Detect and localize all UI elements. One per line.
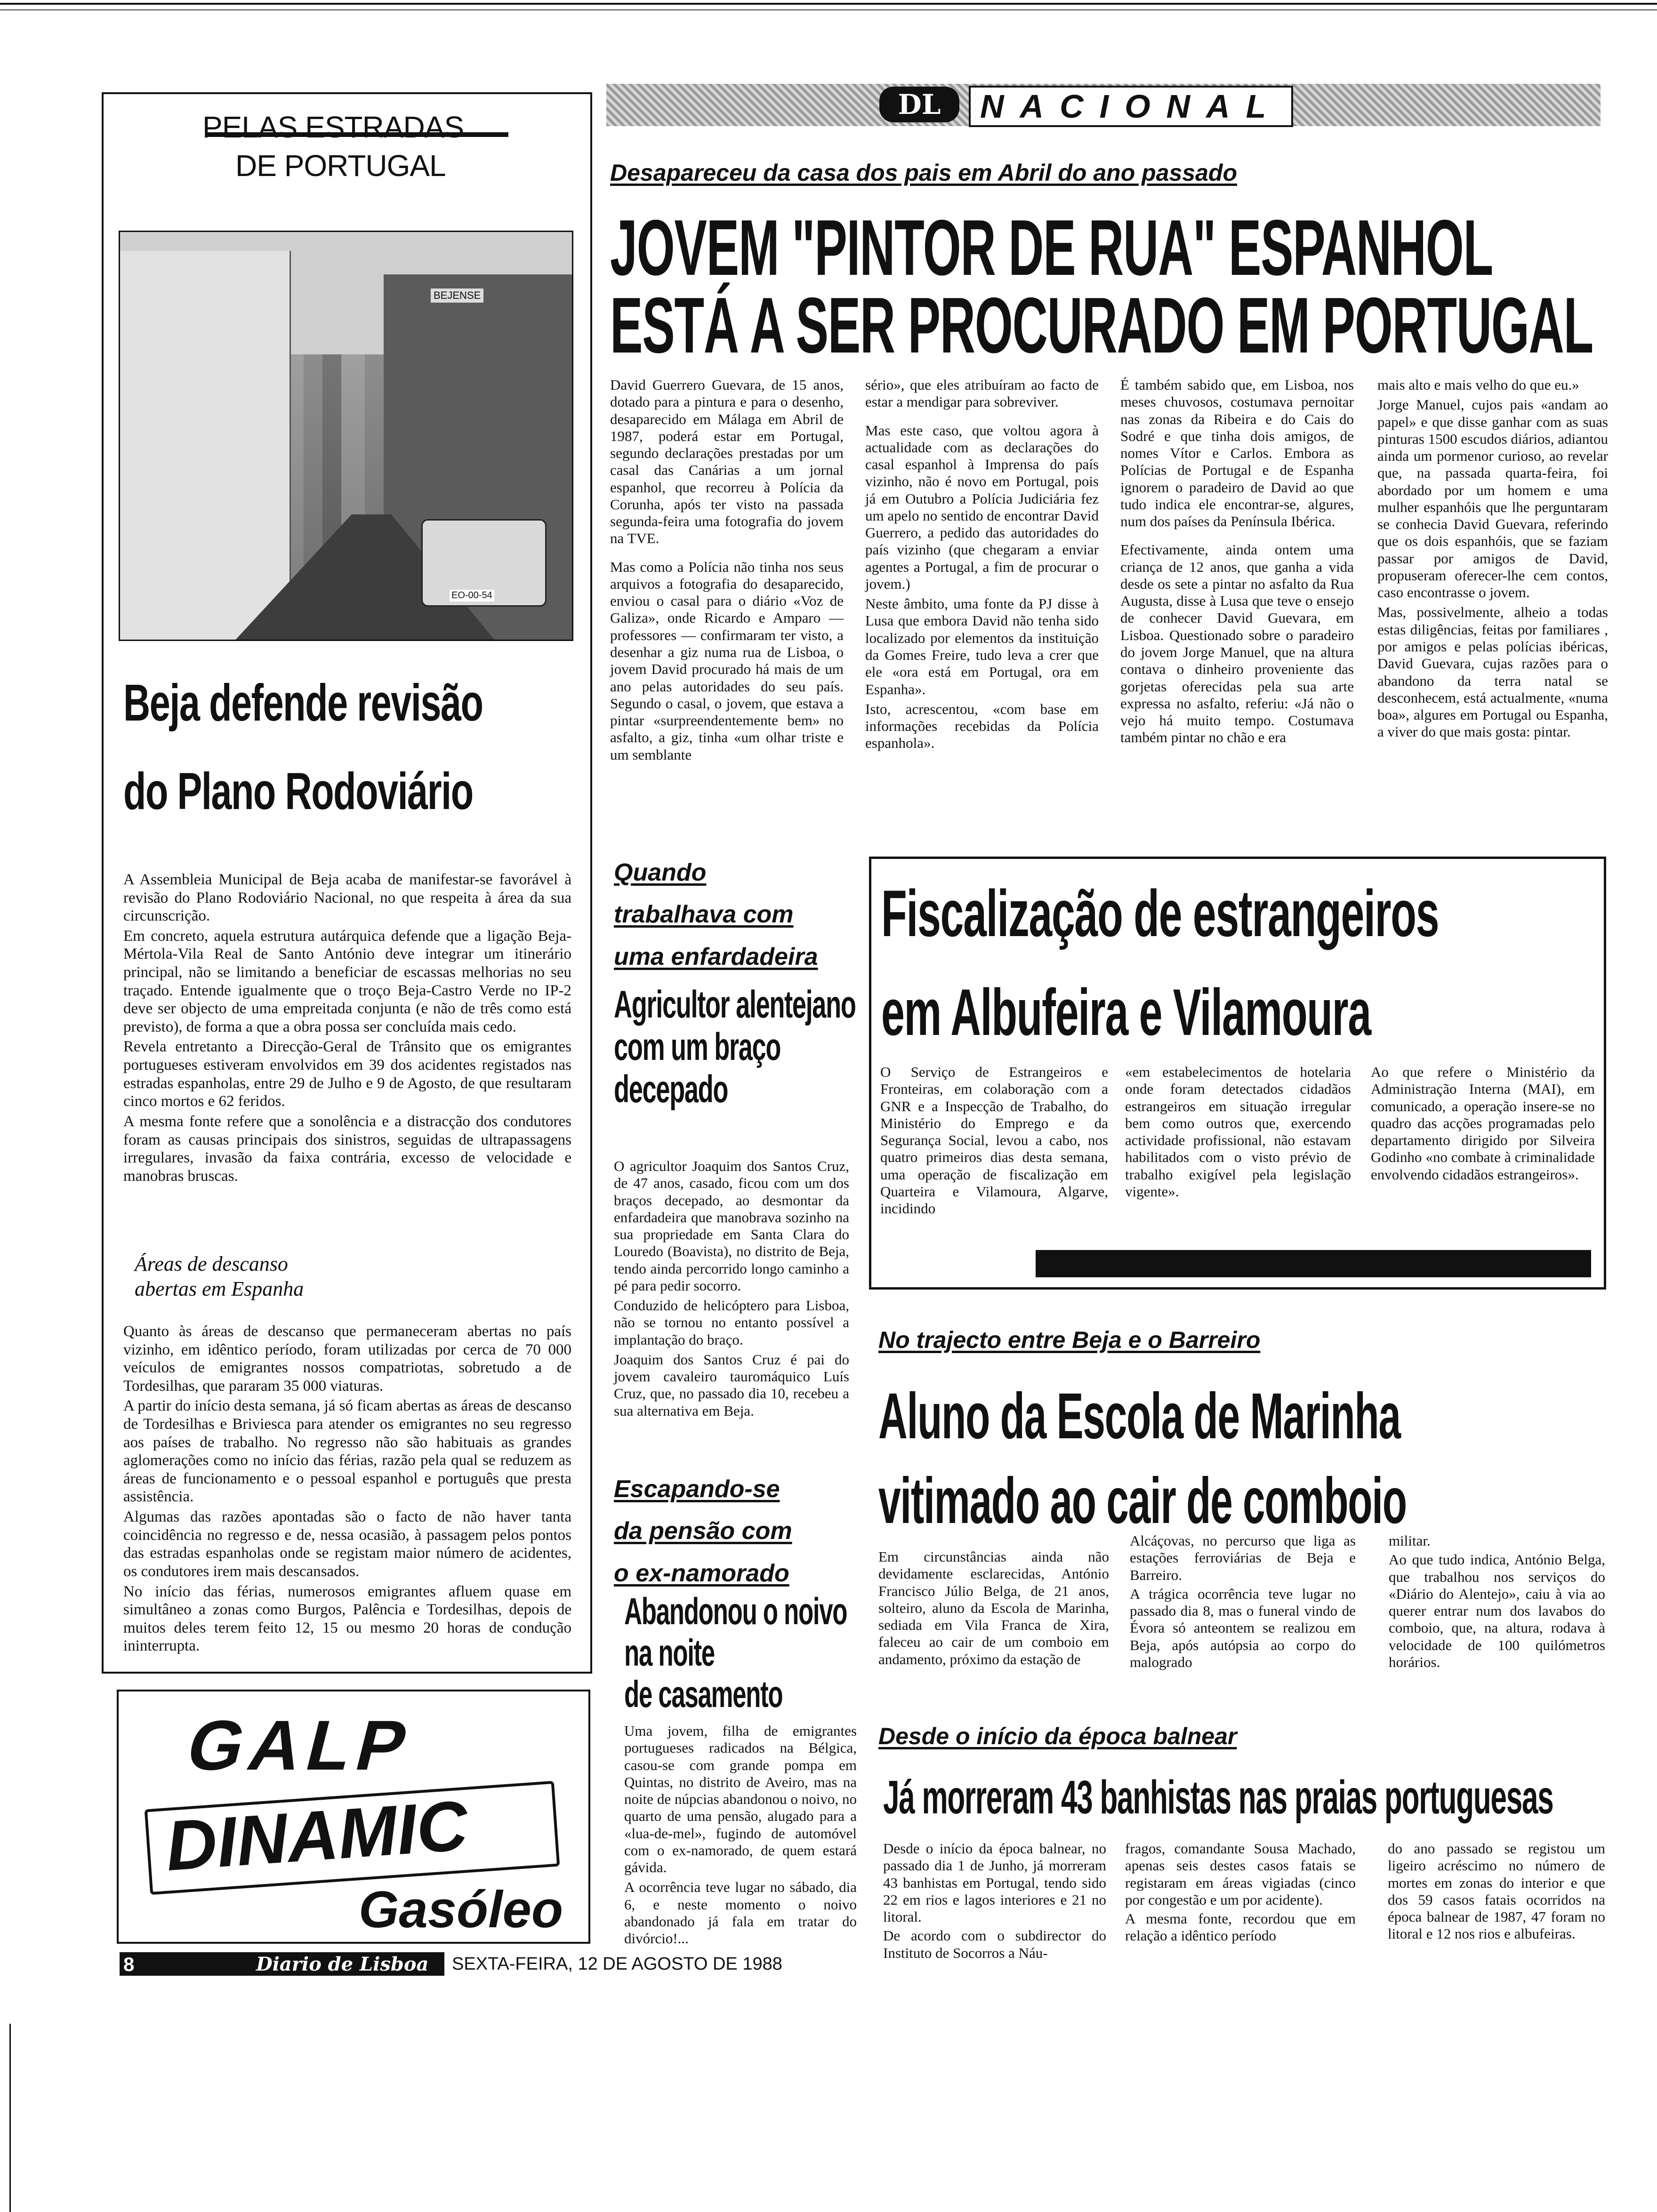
column-title-line1: PELAS ESTRADAS — [202, 110, 464, 144]
sidebar-headline-line1: Beja defende revisão — [123, 674, 483, 732]
farmer-headline-line2: com um braço — [614, 1026, 781, 1069]
main-paragraph: Efectivamente, ainda ontem uma criança de 12 anos, que ganha a vida desde os sete a pintar no asfalto da Rua Augusta, disse à Lusa que teve o ensejo de conhecer David Guevara, em Lisboa. Questionado sobre o paradeiro do jovem Jorge Manuel, que na altura contava o dinheiro proveniente das gorjetas oferecidas pela sua arte expressa no asfalto, referiu: «Já não o vejo há muito tempo. Costumava também pintar no chão e era — [1120, 541, 1354, 746]
beach-kicker — [878, 1723, 1237, 1749]
photo-sign: BEJENSE — [431, 289, 483, 303]
foreigners-paragraph: O Serviço de Estrangeiros e Fronteiras, em colaboração com a GNR e a Inspecção de Trabalho, do Ministério do Emprego e da Segurança Social, levou a cabo, nos quatro primeiros dias desta semana, uma operação de fiscalização em Quarteira e Vilamoura, Algarve, incidindo — [880, 1064, 1108, 1217]
galp-product: DINAMIC — [163, 1785, 470, 1886]
foreigners-column-3 — [1371, 1064, 1595, 1183]
train-headline-line2: vitimado ao cair de comboio — [878, 1465, 1407, 1537]
main-paragraph: mais alto e mais velho do que eu.» — [1377, 377, 1579, 393]
bride-kicker-line2: da pensão com — [614, 1517, 792, 1545]
foreigners-paragraph: «em estabelecimentos de hotelaria onde foram detectados cidadãos estrangeiros em situação irregular bem como outros que, exercendo actividade profissional, não estavam habilitados com o visto prévio de trabalho exigível pela legislação vigente». — [1125, 1064, 1351, 1200]
beach-paragraph: A mesma fonte, recordou que em relação a idêntico período — [1125, 1910, 1356, 1944]
farmer-kicker-line1: Quando — [614, 859, 707, 886]
main-column-1 — [610, 377, 844, 763]
sidebar-paragraph: A Assembleia Municipal de Beja acaba de manifestar-se favorável à revisão do Plano Rodoviário Nacional, no que respeita à área da sua circunscrição. — [123, 871, 571, 925]
bride-kicker — [614, 1468, 792, 1595]
foreigners-column-2 — [1125, 1064, 1351, 1200]
beach-kicker-text: Desde o início da época balnear — [878, 1723, 1237, 1749]
main-paragraph: Jorge Manuel, cujos pais «andam ao papel» e que disse ganhar com as suas pinturas 1500 escudos diários, adiantou ainda um pormenor curioso, ao revelar que, na passada quarta-feira, foi abordado por um homem e uma mulher espanhóis que lhe perguntaram se conhecia David Guevara, referindo que os dois espanhóis, que se faziam passar por amigos de David, propuseram oferecer-lhe cem contos, caso encontrasse o jovem. — [1377, 396, 1608, 601]
sidebar-paragraph: A partir do início desta semana, já só ficam abertas as áreas de descanso de Tordesilhas e Briviesca para atender os emigrantes no seu regresso aos países de trabalho. No regresso não são habituais as grandes aglomerações como no início das férias, razão pela qual se reduzem as áreas de funcionamento e o pessoal espanhol e português que presta assistência. — [123, 1397, 571, 1506]
bride-kicker-line1: Escapando-se — [614, 1475, 780, 1503]
main-headline-line1: JOVEM "PINTOR DE RUA" ESPANHOL — [610, 203, 1493, 292]
beach-column-2 — [1125, 1840, 1356, 1945]
train-kicker — [878, 1327, 1260, 1353]
train-column-1 — [878, 1548, 1109, 1668]
beach-paragraph: De acordo com o subdirector do Instituto de Socorros a Náu- — [883, 1927, 1106, 1961]
bride-headline-line3: de casamento — [624, 1673, 783, 1715]
footer — [120, 1952, 873, 1976]
train-paragraph: Em circunstâncias ainda não devidamente esclarecidas, António Francisco Júlio Belga, de 21 anos, solteiro, aluno da Escola de Marinha, sediada em Vila Franca de Xira, faleceu ao cair de um comboio em andamento, próximo da estação de — [878, 1548, 1109, 1667]
sidebar-headline-line2: do Plano Rodoviário — [123, 762, 473, 820]
foreigners-paragraph: Ao que refere o Ministério da Administração Interna (MAI), em comunicado, a operação insere-se no quadro das acções programadas pelo departamento dirigido por Silveira Godinho «no combate à criminalidade envolvendo cidadãos estrangeiros». — [1371, 1064, 1595, 1183]
sidebar-subhead-line2: abertas em Espanha — [135, 1277, 304, 1300]
main-paragraph: sério», que eles atribuíram ao facto de estar a mendigar para sobreviver. — [865, 377, 1099, 410]
sidebar-body — [123, 871, 571, 1185]
sidebar-body2 — [123, 1322, 571, 1655]
footer-page-number: 8 — [123, 1953, 135, 1975]
bride-headline-line1: Abandonou o noivo — [624, 1590, 847, 1632]
main-kicker — [610, 160, 1237, 186]
galp-fuel: Gasóleo — [359, 1881, 563, 1939]
farmer-paragraph: O agricultor Joaquim dos Santos Cruz, de 47 anos, casado, ficou com um dos braços decepado, ao desmontar da enfardadeira que manobrava sozinho na sua propriedade em Santa Clara do Louredo (Boavista), no distrito de Beja, tendo ainda percorrido longo caminho a pé para pedir socorro. — [614, 1158, 849, 1294]
train-column-3 — [1389, 1532, 1605, 1671]
bride-kicker-line3: o ex-namorado — [614, 1559, 789, 1587]
farmer-paragraph: Conduzido de helicóptero para Lisboa, não se tornou no entanto possível a implantação do braço. — [614, 1297, 849, 1348]
sidebar-paragraph: Revela entretanto a Direcção-Geral de Trânsito que os emigrantes portugueses estiveram envolvidos em 39 dos acidentes registados nas estradas espanholas, entre 29 de Julho e 9 de Agosto, de que resultaram cinco mortos e 62 feridos. — [123, 1038, 571, 1110]
footer-masthead: Diario de Lisboa — [256, 1953, 429, 1975]
farmer-kicker — [614, 852, 818, 978]
train-paragraph: Alcáçovas, no percurso que liga as estações ferroviárias de Beja e Barreiro. — [1130, 1532, 1356, 1583]
left-edge-mark — [9, 2024, 11, 2212]
main-paragraph: David Guerrero Guevara, de 15 anos, dotado para a pintura e para o desenho, desaparecido em Málaga em Abril de 1987, poderá estar em Portugal, segundo declarações prestadas por um casal das Canárias a um jornal espanhol, que recorreu à Polícia da Corunha, após ter visto na passada segunda-feira uma fotografia do jovem na TVE. — [610, 377, 844, 547]
main-kicker-text: Desapareceu da casa dos pais em Abril do ano passado — [610, 160, 1237, 186]
train-column-2 — [1130, 1532, 1356, 1671]
main-column-2 — [865, 377, 1099, 752]
galp-brand: GALP — [179, 1706, 422, 1785]
main-paragraph: Mas, possivelmente, alheio a todas estas diligências, feitas por familiares , por amigos e pelas polícias ibéricas, David Guevara, cujas razões para o abandono da terra natal se desconhecem, está actualmente, «numa boa», algures em Portugal ou Espanha, a viver do que mais gosta: pintar. — [1377, 604, 1608, 740]
bride-headline-line2: na noite — [624, 1632, 715, 1674]
train-kicker-text: No trajecto entre Beja e o Barreiro — [878, 1327, 1261, 1353]
train-headline-line1: Aluno da Escola de Marinha — [878, 1380, 1400, 1452]
beach-paragraph: Desde o início da época balnear, no passado dia 1 de Junho, já morreram 43 banhistas em Portugal, tendo sido 22 em rios e lagos interiores e 21 no litoral. — [883, 1840, 1106, 1925]
train-paragraph: A trágica ocorrência teve lugar no passado dia 8, mas o funeral vindo de Évora só anteontem se realizou em Beja, após autópsia ao corpo do malogrado — [1130, 1585, 1356, 1670]
street-photo — [119, 231, 573, 641]
beach-column-3 — [1388, 1840, 1605, 1943]
main-column-3 — [1120, 377, 1354, 746]
farmer-paragraph: Joaquim dos Santos Cruz é pai do jovem cavaleiro tauromáquico Luís Cruz, que, no passado dia 10, recebeu a sua alternativa em Beja. — [614, 1351, 849, 1419]
farmer-body — [614, 1158, 849, 1419]
bride-paragraph: A ocorrência teve lugar no sábado, dia 6, e neste momento o noivo abandonado já fala em tratar do divórcio!... — [624, 1879, 857, 1947]
galp-ad — [117, 1690, 590, 1944]
section-label: NACIONAL — [969, 86, 1293, 127]
foreigners-headline-line1: Fiscalização de estrangeiros — [881, 876, 1439, 950]
column-title-line2: DE PORTUGAL — [235, 149, 446, 183]
sidebar-paragraph: No início das férias, numerosos emigrantes afluem quase em simultâneo a zonas como Burgos, Palência e Tordesilhas, depois de muitos deles terem feito 12, 15 ou mesmo 20 horas de condução ininterrupta. — [123, 1583, 571, 1655]
top-rule-thin — [0, 9, 1657, 10]
bride-body — [624, 1723, 857, 1947]
foreigners-headline-line2: em Albufeira e Vilamoura — [881, 975, 1371, 1049]
main-paragraph: Mas como a Polícia não tinha nos seus arquivos a fotografia do desaparecido, enviou o casal para o diário «Voz de Galiza», onde Ricardo e Amparo — professores — confirmaram ter visto, a desenhar a giz numa rua de Lisboa, o jovem David procurado há mais de um ano pelas autoridades do seu país. Segundo o casal, o jovem, que estava a pintar «surpreendentemente bem» no asfalto, a giz, tinha «um olhar triste e um semblante — [610, 558, 844, 763]
beach-headline: Já morreram 43 banhistas nas praias portuguesas — [883, 1771, 1553, 1824]
sidebar-paragraph: A mesma fonte refere que a sonolência e a distracção dos condutores foram as causas principais dos sinistros, seguidas de ultrapassagens irregulares, invasão da faixa contrária, excesso de velocidade e manobras bruscas. — [123, 1113, 571, 1185]
foreigners-bar — [1036, 1250, 1591, 1277]
beach-paragraph: fragos, comandante Sousa Machado, apenas seis destes casos fatais se registaram em áreas vigiadas (cinco por congestão e um por acidente). — [1125, 1840, 1356, 1908]
main-paragraph: Isto, acrescentou, «com base em informações recebidas da Polícia espanhola». — [865, 700, 1099, 752]
section-header — [606, 84, 1601, 126]
sidebar-paragraph: Quanto às áreas de descanso que permaneceram abertas no país vizinho, em idêntico período, foram utilizadas por cerca de 70 000 veículos de emigrantes nossos compatriotas, sobretudo a de Tordesilhas, que pararam 35 000 viaturas. — [123, 1323, 571, 1395]
bride-paragraph: Uma jovem, filha de emigrantes portugueses radicados na Bélgica, casou-se com grande pompa em Quintas, no distrito de Aveiro, mas na noite de núpcias abandonou o noivo, no quarto de uma pensão, alugado para a «lua-de-mel», fugindo de automóvel com o ex-namorado, de quem estará gávida. — [624, 1723, 857, 1876]
sidebar-subhead — [135, 1252, 304, 1302]
farmer-headline-line3: decepado — [614, 1068, 728, 1111]
sidebar-paragraph: Em concreto, aquela estrutura autárquica defende que a ligação Beja-Mértola-Vila Real de Santo António deve integrar um itinerário principal, não se limitando a beneficiar de escassas melhorias no seu traçado. Entende igualmente que o troço Beja-Castro Verde no IP-2 deve ser objecto de uma empreitada conjunta (e não de três como está previsto), de forma a que a obra possa ser concluída mais cedo. — [123, 927, 571, 1035]
section-logo: DL — [879, 87, 959, 122]
train-paragraph: militar. — [1389, 1532, 1431, 1549]
sidebar-column-title — [188, 101, 527, 200]
main-paragraph: Neste âmbito, uma fonte da PJ disse à Lusa que embora David não tenha sido localizado por elementos da instituição da Gomes Freire, tudo leva a crer que ele «ora está em Portugal, ora em Espanha». — [865, 595, 1099, 697]
photo-plate: EO-00-54 — [450, 590, 494, 601]
farmer-kicker-line3: uma enfardadeira — [614, 943, 818, 970]
photo-building-left — [120, 251, 291, 641]
sidebar-paragraph: Algumas das razões apontadas são o facto de não haver tanta coincidência no regresso e de, nessa ocasião, à passagem pelos pontos das estradas espanholas onde se registam maior número de acidentes, os condutores irem mais descansados. — [123, 1508, 571, 1580]
beach-paragraph: do ano passado se registou um ligeiro acréscimo no número de mortes em zonas do interior e que dos 59 casos fatais ocorridos na época balnear de 1987, 47 foram no litoral e 12 nos rios e albufeiras. — [1388, 1840, 1605, 1942]
main-column-4 — [1377, 377, 1608, 741]
main-headline-line2: ESTÁ A SER PROCURADO EM PORTUGAL — [610, 281, 1593, 369]
train-paragraph: Ao que tudo indica, António Belga, que trabalhou nos serviços do «Diário do Alentejo», caiu à via ao querer entrar num dos lavabos do comboio, que, na altura, rodava à velocidade de 100 quilómetros horários. — [1389, 1551, 1605, 1670]
top-rule — [0, 3, 1657, 5]
farmer-headline-line1: Agricultor alentejano — [614, 983, 856, 1026]
farmer-kicker-line2: trabalhava com — [614, 901, 794, 929]
main-paragraph: Mas este caso, que voltou agora à actualidade com as declarações do casal espanhol à Imprensa do país vizinho, não é novo em Portugal, pois já em Outubro a Polícia Judiciária fez um apelo no sentido de encontrar David Guerrero, a pedido das autoridades do país vizinho (que chegaram a enviar agentes a Portugal, a fim de procurar o jovem.) — [865, 422, 1099, 592]
foreigners-column-1 — [880, 1064, 1108, 1217]
main-paragraph: É também sabido que, em Lisboa, nos meses chuvosos, costumava pernoitar nas zonas da Ribeira e do Cais do Sodré e que tinha dois amigos, de nomes Vítor e Carlos. Embora as Polícias de Portugal e de Espanha ignorem o paradeiro de David ao que tudo indica ele encontrar-se, algures, num dos países da Península Ibérica. — [1120, 377, 1354, 530]
footer-date: SEXTA-FEIRA, 12 DE AGOSTO DE 1988 — [452, 1954, 782, 1974]
sidebar-subhead-line1: Áreas de descanso — [135, 1252, 288, 1275]
beach-column-1 — [883, 1840, 1106, 1962]
